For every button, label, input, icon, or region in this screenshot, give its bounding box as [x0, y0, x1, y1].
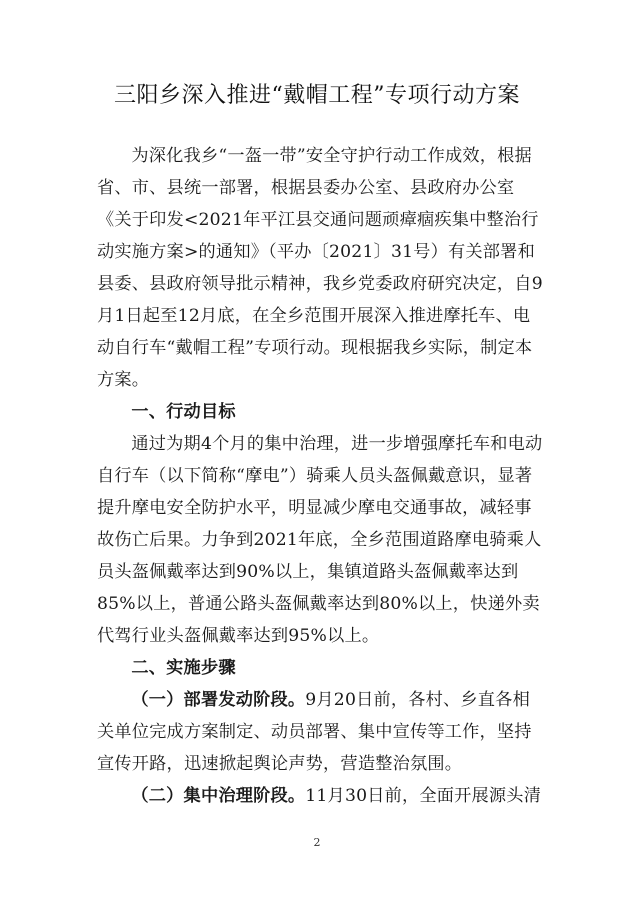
step1-text: 9月20日前，各村、乡直各相关单位完成方案制定、动员部署、集中宣传等工作，坚持宣传开路，迅速掀起舆论声势，营造整治氛围。 [97, 690, 532, 774]
page-number: 2 [313, 836, 321, 849]
step2-lead: （二）集中治理阶段。 [131, 786, 306, 806]
step2-paragraph [97, 780, 547, 812]
step1-lead: （一）部署发动阶段。 [131, 690, 306, 710]
document-body [97, 140, 547, 812]
step1-paragraph [97, 684, 547, 780]
section-heading-steps: 二、实施步骤 [131, 658, 236, 678]
step2-text: 11月30日前，全面开展源头清 [305, 786, 542, 806]
document-title: 三阳乡深入推进“戴帽工程”专项行动方案 [114, 83, 520, 108]
intro-paragraph: 为深化我乡“一盔一带”安全守护行动工作成效，根据省、市、县统一部署，根据县委办公室、县政府办公室《关于印发<2021年平江县交通问题顽瘴痼疾集中整治行动实施方案>的通知》（平办〔2021〕31号）有关部署和县委、县政府领导批示精神，我乡党委政府研究决定，自9月1日起至12月底，在全乡范围开展深入推进摩托车、电动自行车“戴帽工程”专项行动。现根据我乡实际，制定本方案。 [97, 146, 543, 390]
section-heading-goals: 一、行动目标 [131, 402, 236, 422]
goals-paragraph: 通过为期4个月的集中治理，进一步增强摩托车和电动自行车（以下简称“摩电”）骑乘人员头盔佩戴意识，显著提升摩电安全防护水平，明显减少摩电交通事故，减轻事故伤亡后果。力争到2021年底，全乡范围道路摩电骑乘人员头盔佩戴率达到90%以上，集镇道路头盔佩戴率达到85%以上，普通公路头盔佩戴率达到80%以上，快递外卖代驾行业头盔佩戴率达到95%以上。 [97, 434, 543, 646]
